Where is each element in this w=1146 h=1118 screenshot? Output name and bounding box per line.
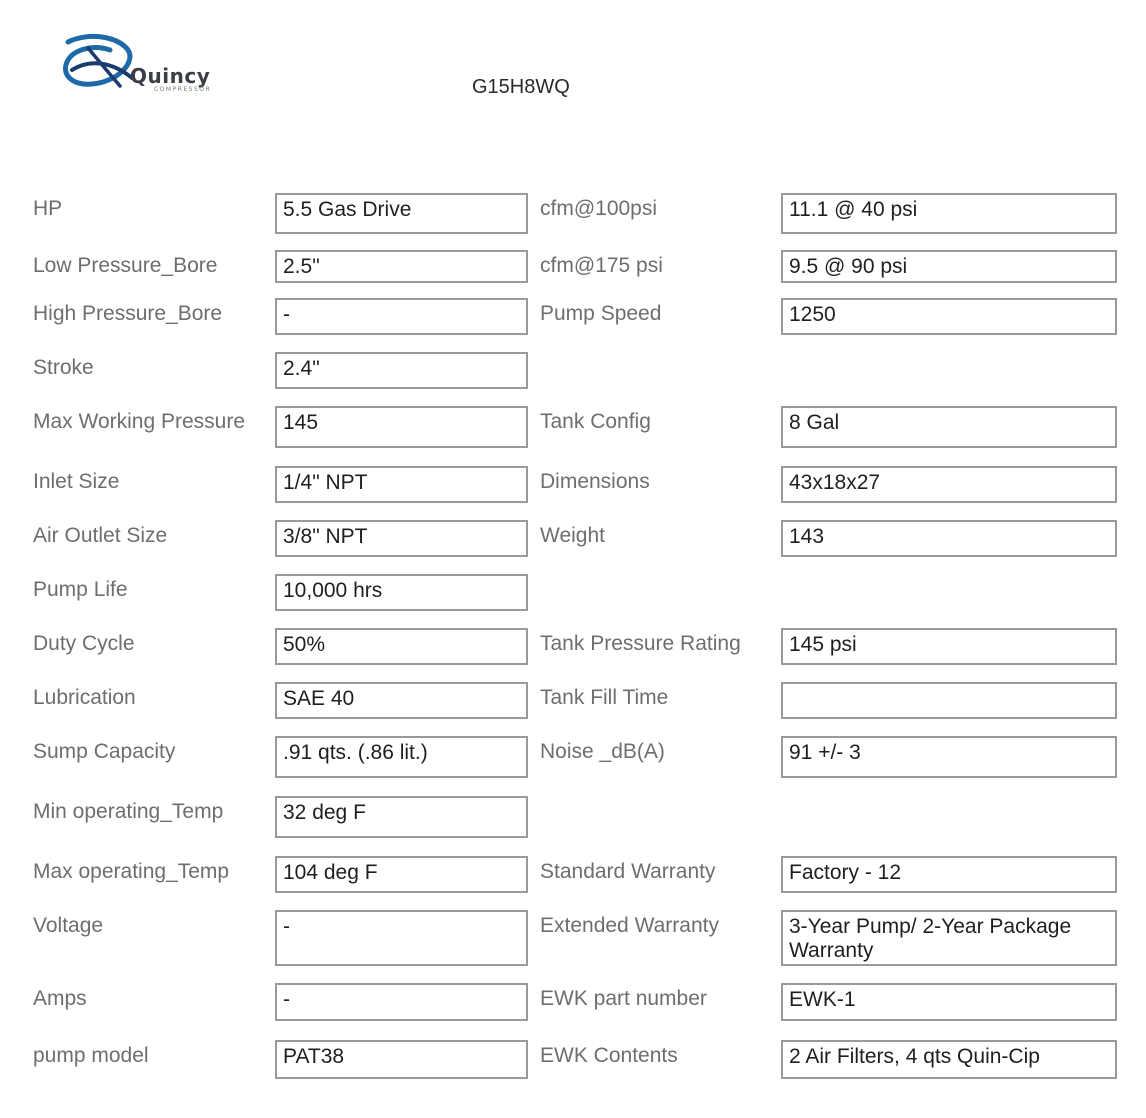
- spec-value-sump-capacity: .91 qts. (.86 lit.): [275, 736, 528, 778]
- spec-value-min-operating-temp: 32 deg F: [275, 796, 528, 838]
- spec-value-max-operating-temp: 104 deg F: [275, 856, 528, 893]
- spec-label-dimensions: Dimensions: [540, 470, 650, 493]
- spec-value-standard-warranty: Factory - 12: [781, 856, 1117, 893]
- spec-label-tank-pressure-rating: Tank Pressure Rating: [540, 632, 741, 655]
- spec-label-amps: Amps: [33, 987, 87, 1010]
- logo-brand-subtext: COMPRESSOR: [154, 86, 212, 93]
- spec-value-cfm-175psi: 9.5 @ 90 psi: [781, 250, 1117, 283]
- spec-value-high-pressure-bore: -: [275, 298, 528, 335]
- spec-label-air-outlet-size: Air Outlet Size: [33, 524, 168, 547]
- spec-value-noise-dba: 91 +/- 3: [781, 736, 1117, 778]
- spec-value-tank-fill-time: [781, 682, 1117, 719]
- spec-value-cfm-100psi: 11.1 @ 40 psi: [781, 193, 1117, 234]
- spec-label-extended-warranty: Extended Warranty: [540, 914, 719, 937]
- spec-label-max-operating-temp: Max operating_Temp: [33, 860, 230, 883]
- spec-label-pump-model: pump model: [33, 1044, 149, 1067]
- quincy-logo: [58, 30, 228, 102]
- spec-label-cfm-100psi: cfm@100psi: [540, 197, 658, 220]
- spec-value-lubrication: SAE 40: [275, 682, 528, 719]
- spec-value-dimensions: 43x18x27: [781, 466, 1117, 503]
- spec-label-pump-speed: Pump Speed: [540, 302, 662, 325]
- spec-label-duty-cycle: Duty Cycle: [33, 632, 135, 655]
- spec-value-tank-pressure-rating: 145 psi: [781, 628, 1117, 665]
- spec-value-ewk-contents: 2 Air Filters, 4 qts Quin-Cip: [781, 1040, 1117, 1079]
- spec-label-max-working-pressure: Max Working Pressure: [33, 410, 246, 433]
- spec-label-sump-capacity: Sump Capacity: [33, 740, 176, 763]
- model-number: G15H8WQ: [472, 76, 570, 98]
- spec-label-ewk-part-number: EWK part number: [540, 987, 707, 1010]
- spec-value-extended-warranty: 3-Year Pump/ 2-Year Package Warranty: [781, 910, 1117, 966]
- spec-label-cfm-175psi: cfm@175 psi: [540, 254, 663, 277]
- spec-value-low-pressure-bore: 2.5": [275, 250, 528, 283]
- spec-value-air-outlet-size: 3/8" NPT: [275, 520, 528, 557]
- spec-label-standard-warranty: Standard Warranty: [540, 860, 716, 883]
- spec-value-ewk-part-number: EWK-1: [781, 983, 1117, 1021]
- spec-value-stroke: 2.4": [275, 352, 528, 389]
- spec-value-inlet-size: 1/4" NPT: [275, 466, 528, 503]
- spec-value-pump-life: 10,000 hrs: [275, 574, 528, 611]
- spec-value-tank-config: 8 Gal: [781, 406, 1117, 448]
- spec-label-ewk-contents: EWK Contents: [540, 1044, 678, 1067]
- spec-label-weight: Weight: [540, 524, 605, 547]
- spec-value-pump-speed: 1250: [781, 298, 1117, 335]
- spec-value-weight: 143: [781, 520, 1117, 557]
- logo-brand-text: Quincy: [130, 64, 211, 88]
- spec-label-noise-dba: Noise _dB(A): [540, 740, 665, 763]
- spec-label-pump-life: Pump Life: [33, 578, 128, 601]
- spec-label-lubrication: Lubrication: [33, 686, 136, 709]
- spec-label-stroke: Stroke: [33, 356, 94, 379]
- spec-label-hp: HP: [33, 197, 63, 220]
- spec-label-min-operating-temp: Min operating_Temp: [33, 800, 224, 823]
- spec-value-hp: 5.5 Gas Drive: [275, 193, 528, 234]
- spec-label-voltage: Voltage: [33, 914, 104, 937]
- spec-label-inlet-size: Inlet Size: [33, 470, 120, 493]
- spec-value-amps: -: [275, 983, 528, 1021]
- spec-value-duty-cycle: 50%: [275, 628, 528, 665]
- spec-value-voltage: -: [275, 910, 528, 966]
- spec-value-max-working-pressure: 145: [275, 406, 528, 448]
- spec-label-low-pressure-bore: Low Pressure_Bore: [33, 254, 218, 277]
- spec-label-tank-fill-time: Tank Fill Time: [540, 686, 669, 709]
- spec-label-high-pressure-bore: High Pressure_Bore: [33, 302, 223, 325]
- spec-label-tank-config: Tank Config: [540, 410, 651, 433]
- spec-value-pump-model: PAT38: [275, 1040, 528, 1079]
